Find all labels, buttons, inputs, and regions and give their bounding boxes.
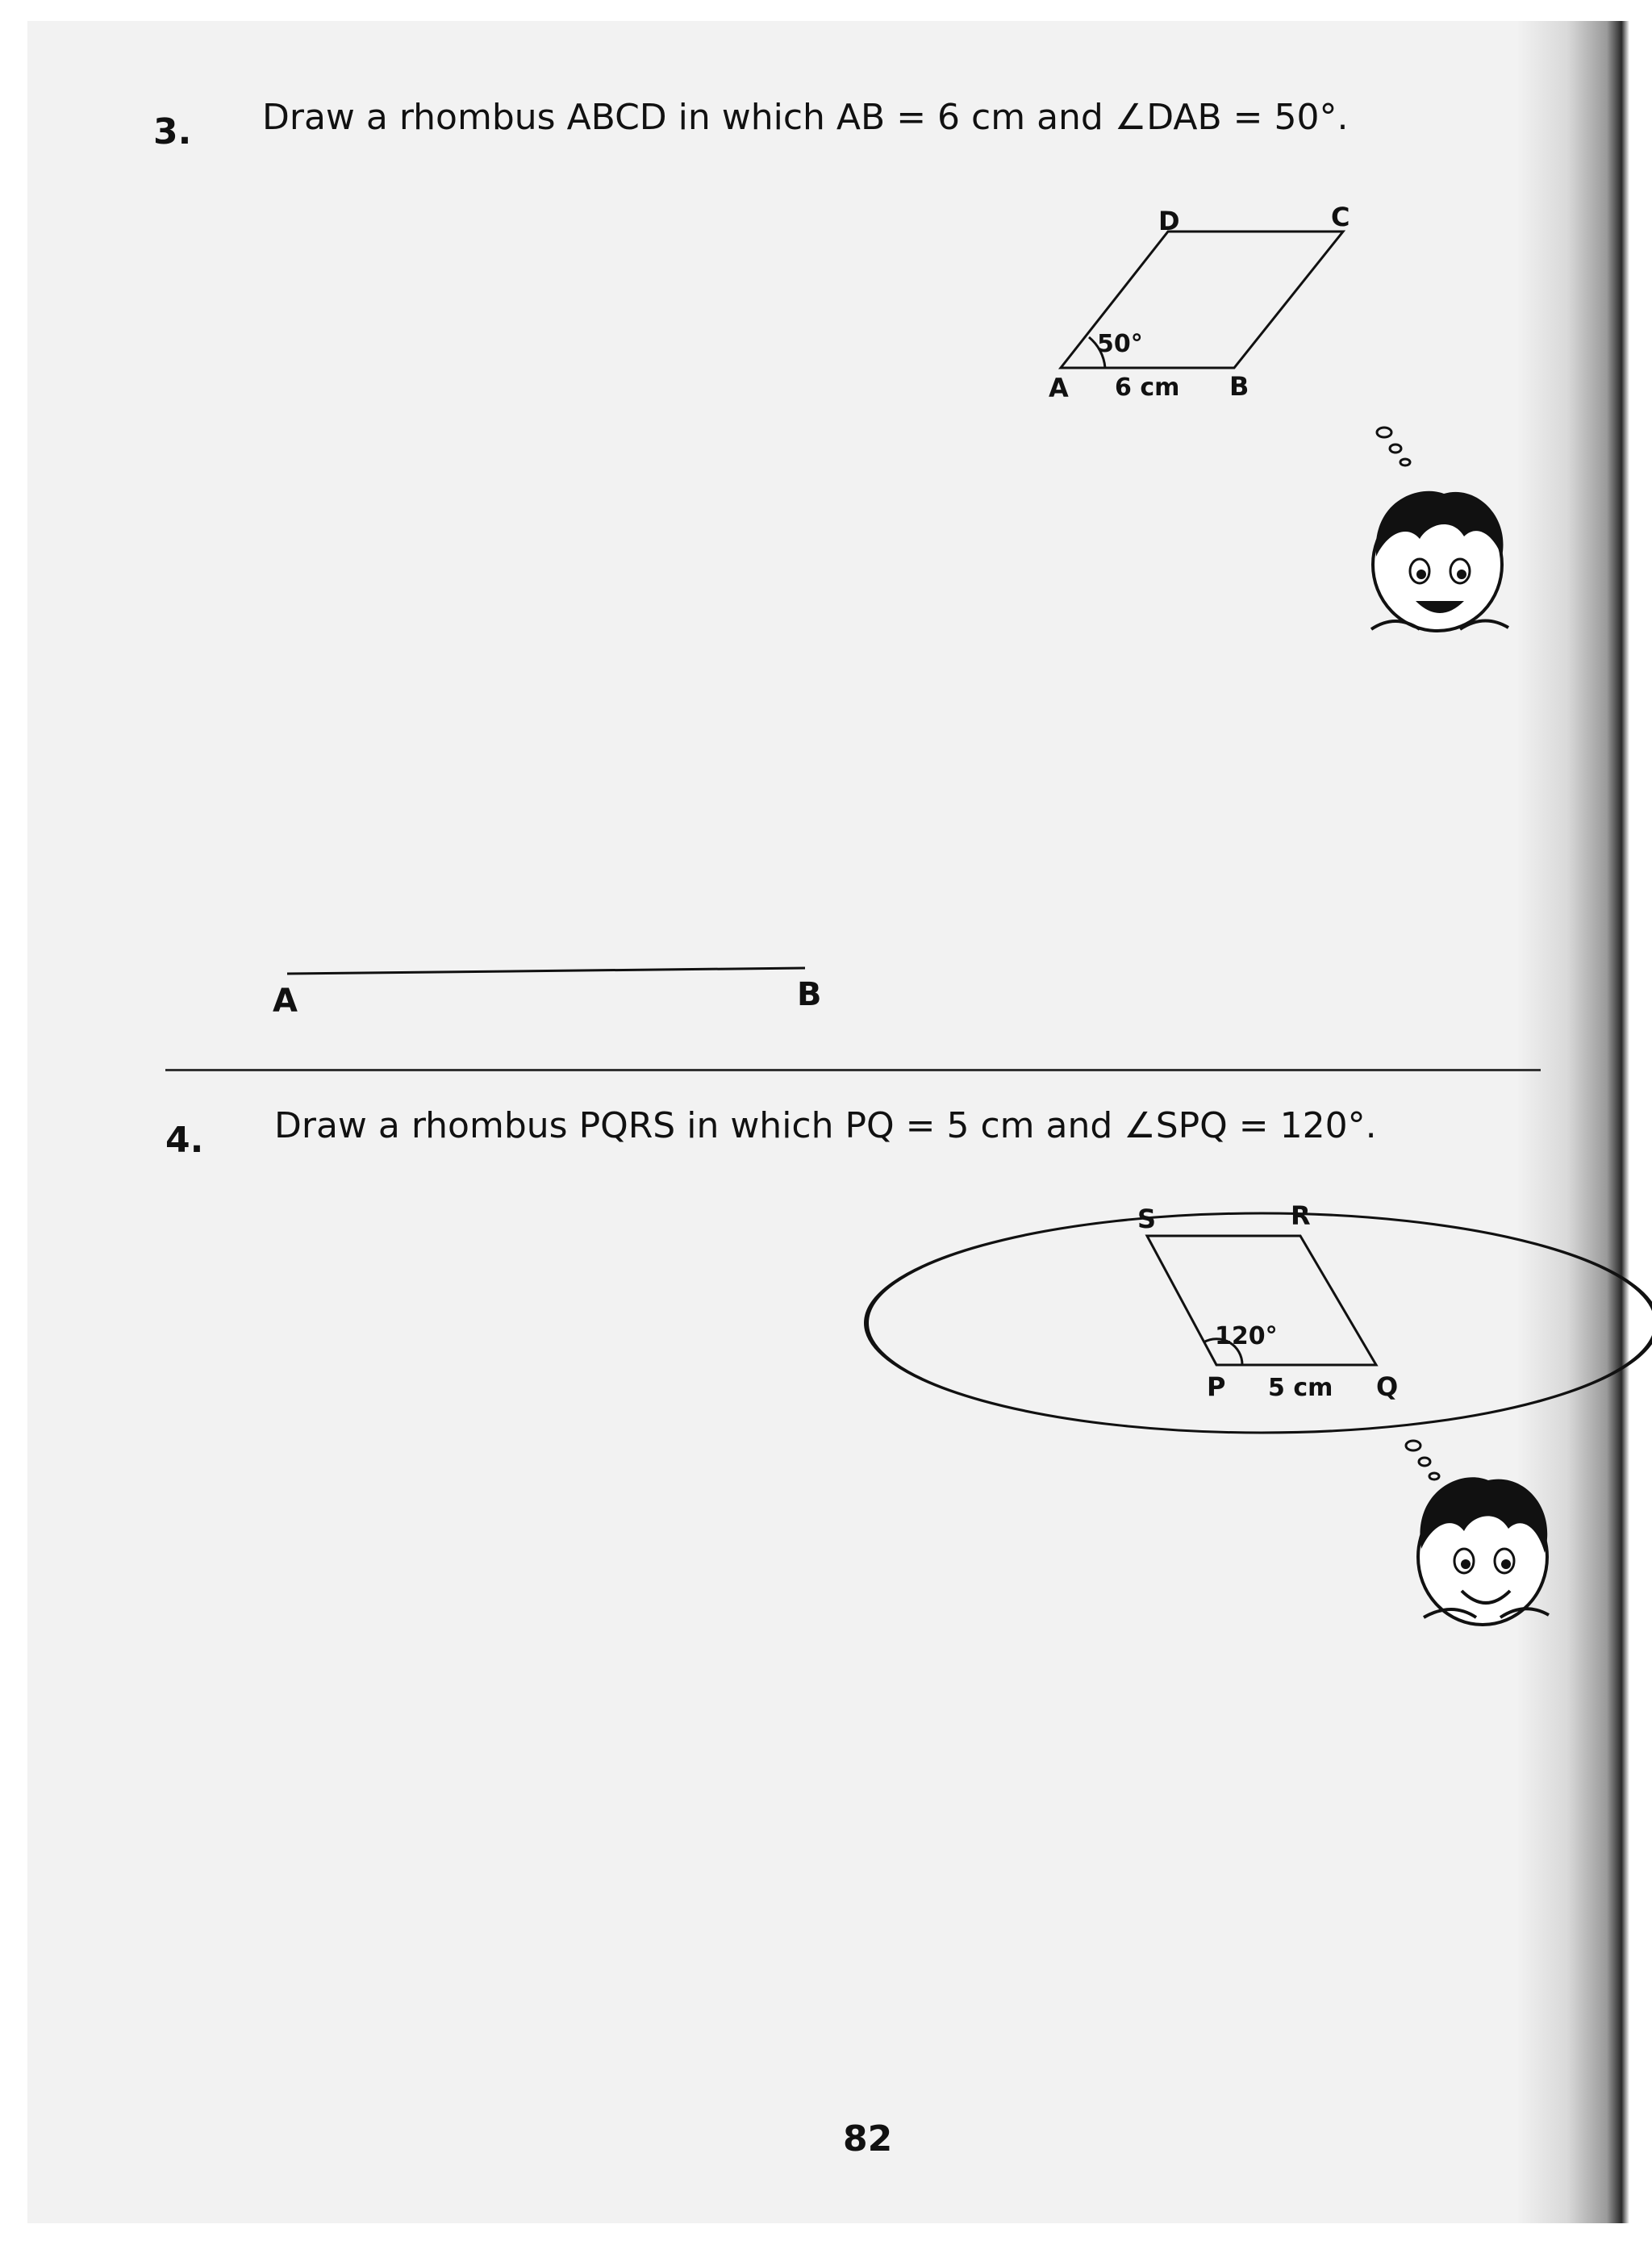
angle-label: 50° — [1097, 330, 1143, 358]
question-4-text: Draw a rhombus PQRS in which PQ = 5 cm and ∠SPQ = 120°. — [274, 1105, 1377, 1146]
vertex-d-label: D — [1158, 206, 1180, 236]
vertex-c-label: C — [1331, 202, 1350, 232]
vertex-b-label: B — [1229, 371, 1249, 402]
side-label: 6 cm — [1115, 374, 1180, 402]
vertex-s-label: S — [1137, 1204, 1157, 1234]
vertex-q-label: Q — [1376, 1371, 1399, 1402]
vertex-a-label: A — [1049, 373, 1069, 403]
vertex-r-label: R — [1291, 1200, 1311, 1231]
side-label: 5 cm — [1268, 1374, 1333, 1402]
angle-label: 120° — [1215, 1322, 1278, 1350]
page-number: 82 — [843, 2118, 893, 2160]
question-3-text: Draw a rhombus ABCD in which AB = 6 cm and ∠DAB = 50°. — [262, 97, 1349, 138]
baseline-point-a: A — [273, 983, 298, 1020]
question-4-number: 4. — [165, 1120, 204, 1161]
vertex-p-label: P — [1207, 1371, 1226, 1402]
baseline-point-b: B — [797, 976, 822, 1013]
question-3-number: 3. — [153, 111, 192, 152]
